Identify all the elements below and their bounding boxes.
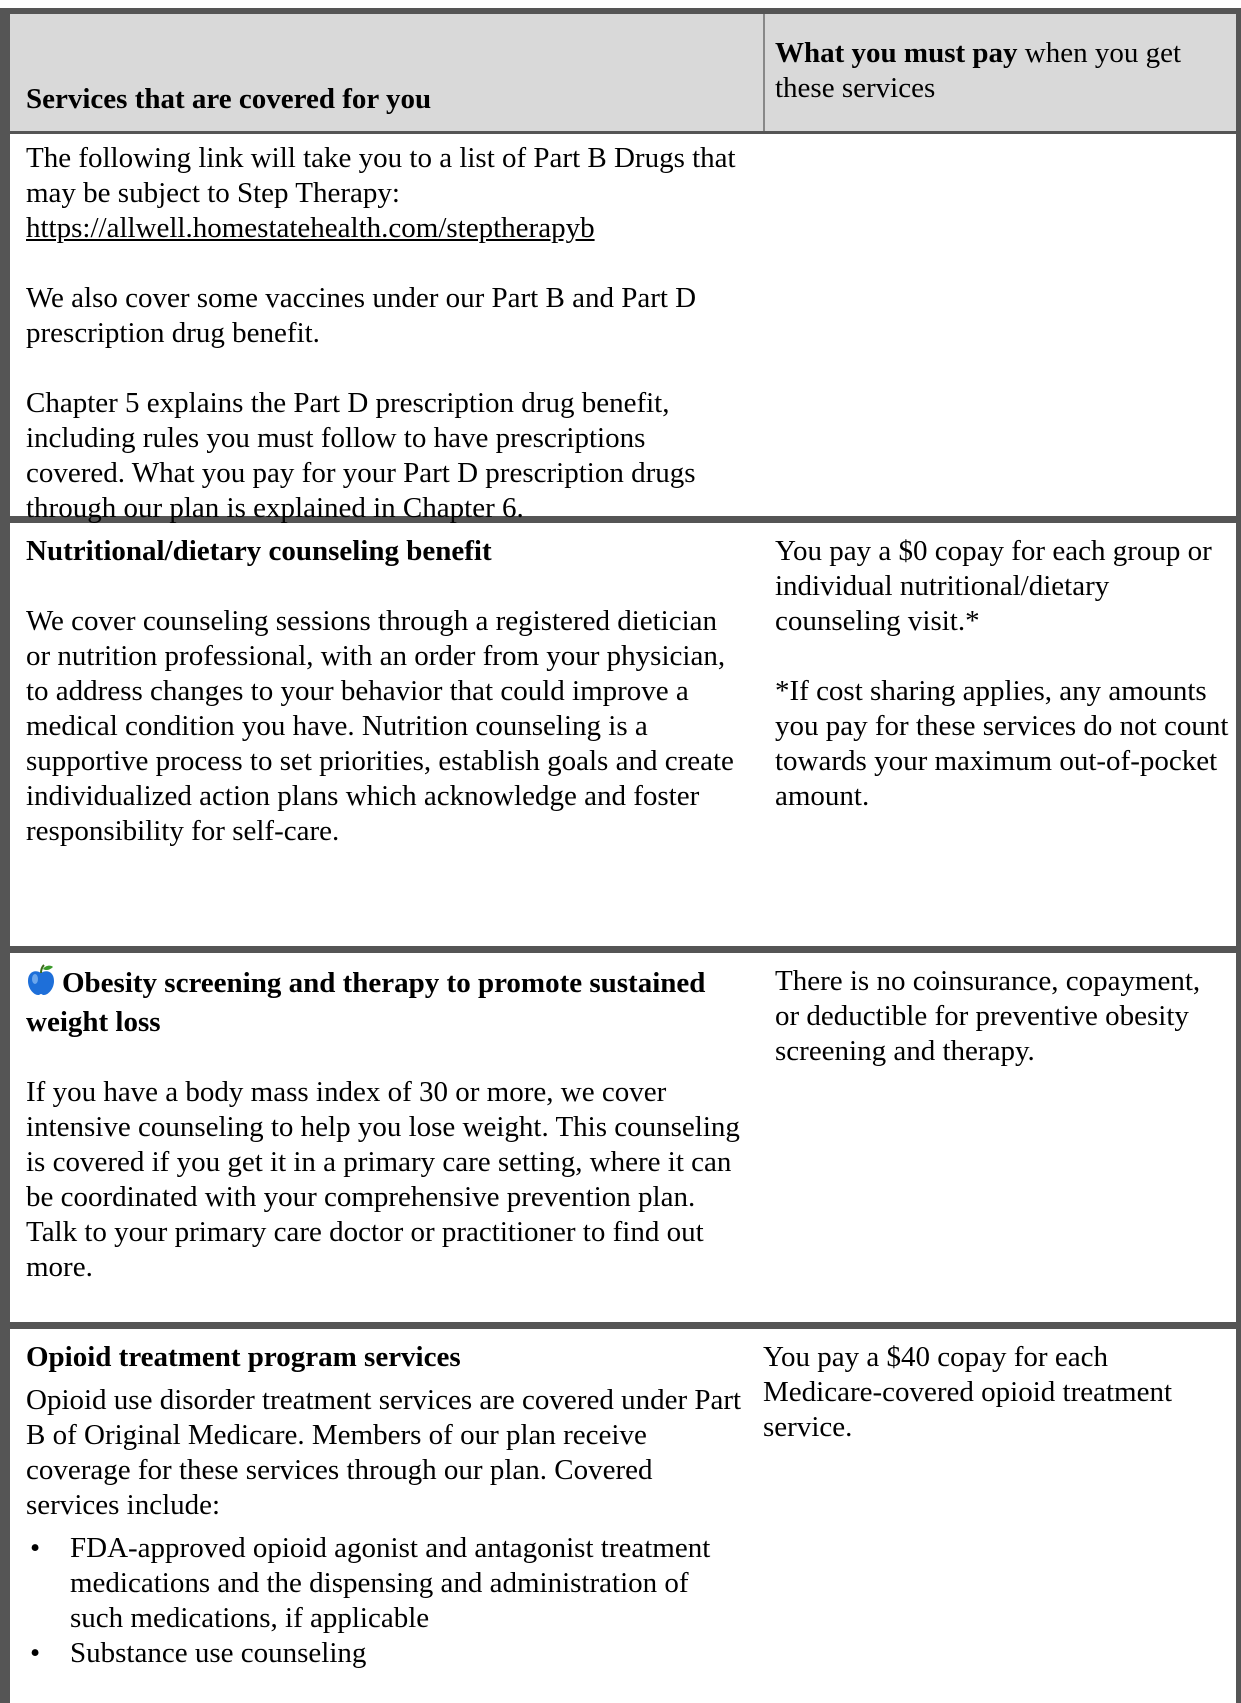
step-therapy-intro: The following link will take you to a list of Part B Drugs that may be subject to Step Therapy: [26, 142, 736, 209]
table-top-rule [0, 8, 1241, 14]
opioid-copay: You pay a $40 copay for each Medicare-covered opioid treatment service. [763, 1341, 1173, 1443]
table-right-border [1236, 8, 1241, 1703]
nutritional-body: We cover counseling sessions through a registered dietician or nutrition professional, with an order from your physician, to address changes to your behavior that could improve a medical condition you have. Nutrition counseling is a supportive process to set priorities, establish goals and create individualized action plans which acknowledge and foster responsibility for self-care. [26, 605, 734, 847]
opioid-title: Opioid treatment program services [26, 1341, 461, 1373]
payment-header-bold: What you must pay [775, 37, 1018, 69]
row-nutritional-payment [775, 534, 1230, 814]
column-divider [763, 14, 765, 131]
opioid-services-list [26, 1531, 746, 1671]
services-column-header: Services that are covered for you [26, 83, 432, 115]
list-item: • Substance use counseling [26, 1636, 746, 1671]
vaccines-text: We also cover some vaccines under our Part B and Part D prescription drug benefit. [26, 282, 697, 349]
payment-column-header [775, 36, 1230, 106]
nutritional-cost-sharing-note: *If cost sharing applies, any amounts you pay for these services do not count towards your maximum out-of-pocket amount. [775, 675, 1229, 812]
header-bottom-rule [0, 131, 1241, 134]
obesity-body: If you have a body mass index of 30 or more, we cover intensive counseling to help you lose weight. This counseling is covered if you get it in a primary care setting, where it can be coordinated with your comprehensive prevention plan. Talk to your primary care doctor or practitioner to find out more. [26, 1076, 740, 1283]
row-obesity-services [26, 964, 746, 1285]
step-therapy-text [26, 141, 746, 246]
payment-header-rest: when you get these services [775, 37, 1182, 104]
row-opioid-payment [763, 1340, 1228, 1445]
list-item: • FDA-approved opioid agonist and antagonist treatment medications and the dispensing and administration of such medications, if applicable [26, 1531, 746, 1636]
step-therapy-link[interactable]: https://allwell.homestatehealth.com/steptherapyb [26, 212, 595, 244]
opioid-body: Opioid use disorder treatment services are covered under Part B of Original Medicare. Members of our plan receive coverage for these services through our plan. Covered services include: [26, 1384, 742, 1521]
row-opioid-services [26, 1340, 746, 1671]
nutritional-title: Nutritional/dietary counseling benefit [26, 535, 492, 567]
table-left-border [0, 8, 10, 1703]
row-divider [0, 1322, 1241, 1329]
obesity-title [26, 964, 746, 1040]
obesity-title-text: Obesity screening and therapy to promote sustained weight loss [26, 967, 706, 1038]
row-divider [0, 946, 1241, 953]
nutritional-copay: You pay a $0 copay for each group or individual nutritional/dietary counseling visit.* [775, 535, 1212, 637]
apple-icon [26, 964, 56, 1005]
row-part-d-services [26, 141, 746, 526]
row-nutritional-services [26, 534, 746, 849]
row-obesity-payment [775, 964, 1230, 1069]
chapter-5-text: Chapter 5 explains the Part D prescription drug benefit, including rules you must follow to have prescriptions covered. What you pay for your Part D prescription drugs through our plan is explained in Chapter 6. [26, 387, 696, 524]
obesity-cost: There is no coinsurance, copayment, or deductible for preventive obesity screening and therapy. [775, 965, 1201, 1067]
